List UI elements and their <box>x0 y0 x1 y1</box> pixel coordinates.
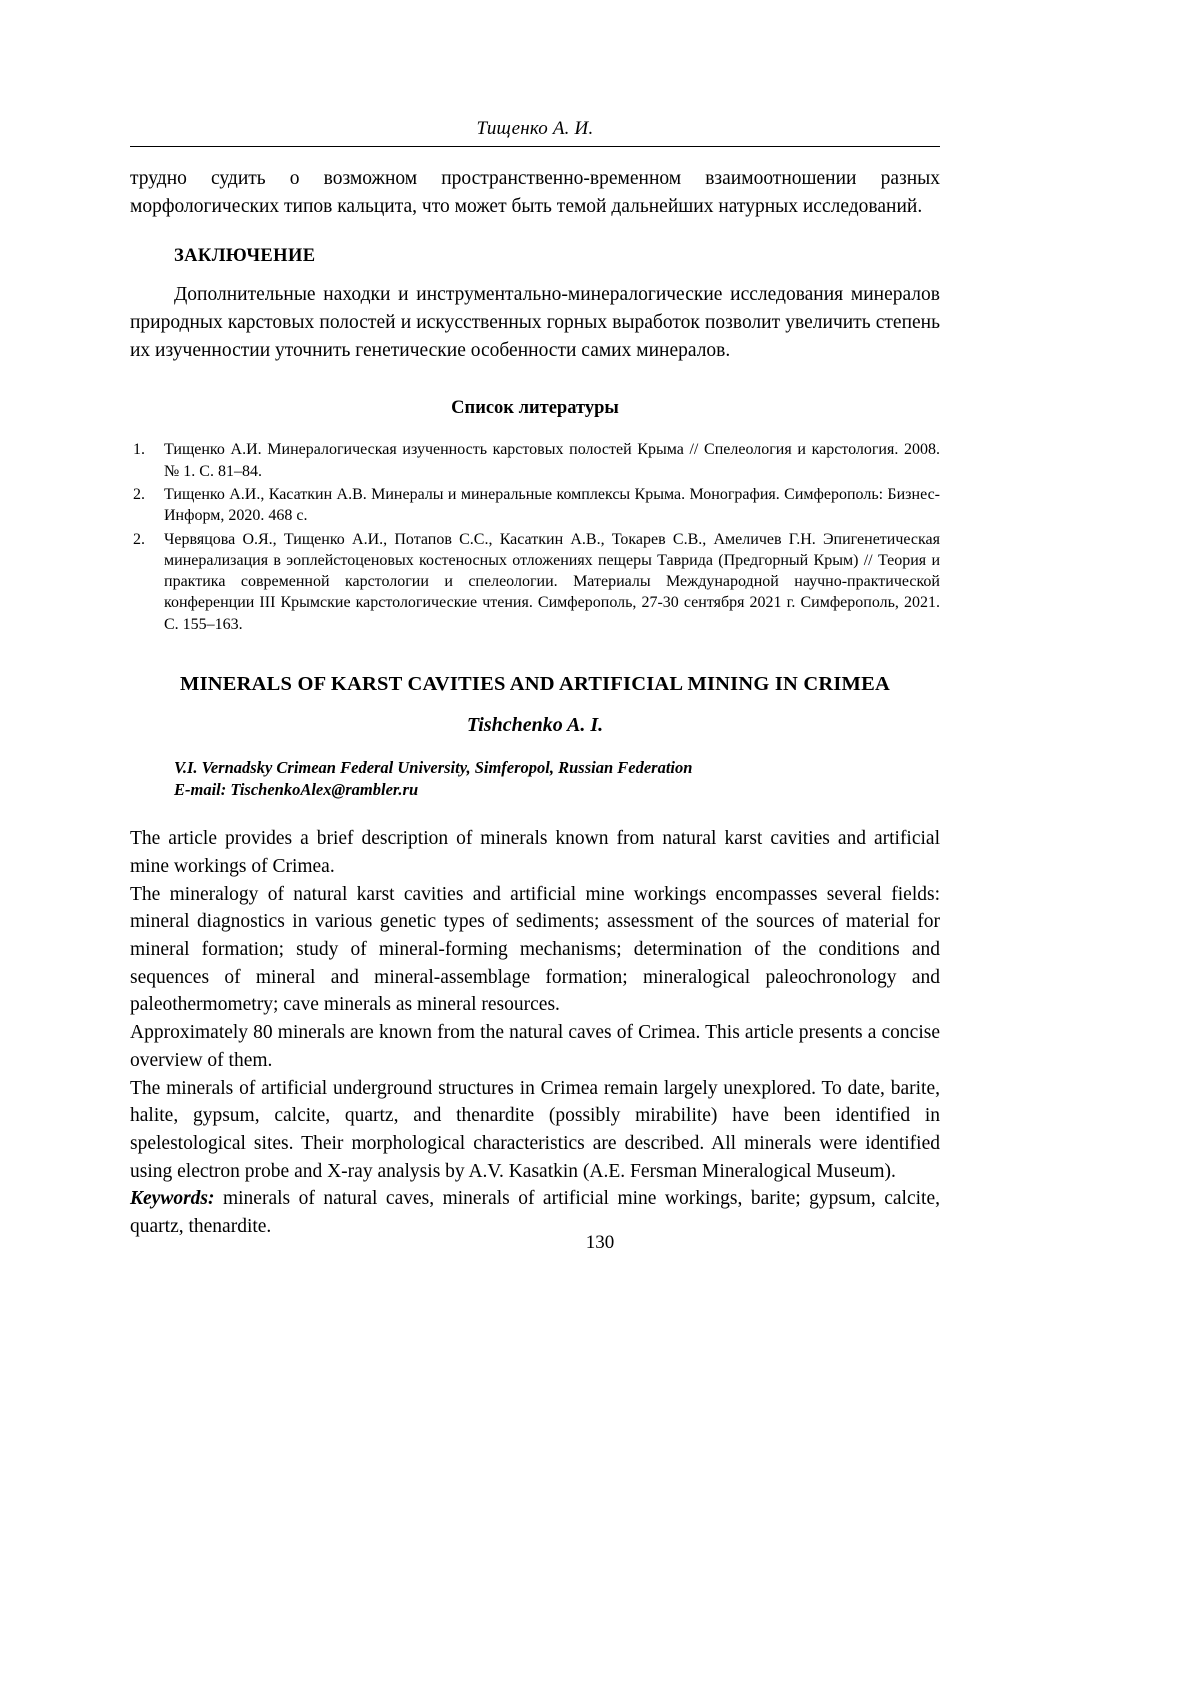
references-title: Список литературы <box>451 398 619 419</box>
abstract-paragraph-1: The article provides a brief description of minerals known from natural karst cavities and artificial mine workings of Crimea. <box>130 828 940 878</box>
english-title: MINERALS OF KARST CAVITIES AND ARTIFICIAL MINING IN CRIMEA <box>180 672 890 695</box>
reference-text: Тищенко А.И., Касаткин А.В. Минералы и минеральные комплексы Крыма. Монография. Симферополь: Бизнес-Информ, 2020. 468 с. <box>164 485 940 525</box>
reference-number: 2. <box>133 530 145 548</box>
reference-text: Червяцова О.Я., Тищенко А.И., Потапов С.С., Касаткин А.В., Токарев С.В., Амеличев Г.Н. Эпигенетическая минерализация в эоплейстоценовых костеносных отложениях пещеры Таврида (Предгорный Крым) // Теория и практика современной карстологии и спелеологии. Материалы Международной научно-практической конференции III Крымские карстологические чтения. Симферополь, 27-30 сентября 2021 г. Симферополь, 2021. С. 155–163. <box>164 530 940 633</box>
abstract-paragraph-2: The mineralogy of natural karst cavities and artificial mine workings encompasses several fields: mineral diagnostics in various genetic types of sediments; assessment of the sources of material for mineral formation; study of mineral-forming mechanisms; determination of the conditions and sequences of mineral and mineral-assemblage formation; mineralogical paleochronology and paleothermometry; cave minerals as mineral resources. <box>130 883 940 1016</box>
list-item <box>130 484 940 527</box>
running-head: Тищенко А. И. <box>476 118 594 139</box>
references-list <box>130 439 940 634</box>
keywords-label: Keywords: <box>130 1188 215 1210</box>
page-content <box>130 118 940 1241</box>
header-rule <box>130 146 940 147</box>
abstract-paragraph-3: Approximately 80 minerals are known from the natural caves of Crimea. This article presents a concise overview of them. <box>130 1022 940 1071</box>
english-author: Tishchenko A. I. <box>466 713 604 736</box>
page-number: 130 <box>585 1232 615 1253</box>
paragraph-continued: трудно судить о возможном пространственно-временном взаимоотношении разных морфологических типов кальцита, что может быть темой дальнейших натурных исследований. <box>130 168 940 217</box>
list-item <box>130 439 940 482</box>
abstract-paragraph-4: The minerals of artificial underground structures in Crimea remain largely unexplored. To date, barite, halite, gypsum, calcite, quartz, and thenardite (possibly mirabilite) have been identified in spelestological sites. Their morphological characteristics are described. All minerals were identified using electron probe and X-ray analysis by A.V. Kasatkin (A.E. Fersman Mineralogical Museum). <box>130 1077 940 1182</box>
reference-number: 1. <box>133 441 145 459</box>
reference-number: 2. <box>133 485 145 503</box>
keywords-text: minerals of natural caves, minerals of artificial mine workings, barite; gypsum, calcite, quartz, thenardite. <box>130 1188 940 1237</box>
reference-text: Тищенко А.И. Минералогическая изученность карстовых полостей Крыма // Спелеология и карстология. 2008. № 1. С. 81–84. <box>164 441 940 480</box>
affiliation-text: V.I. Vernadsky Crimean Federal University, Simferopol, Russian Federation <box>174 757 693 777</box>
affiliation-block <box>174 757 940 802</box>
email-text: E-mail: TischenkoAlex@rambler.ru <box>174 780 419 800</box>
list-item <box>130 529 940 635</box>
paragraph-conclusion: Дополнительные находки и инструментально-минералогические исследования минералов природных карстовых полостей и искусственных горных выработок позволит увеличить степень их изученностии уточнить генетические особенности самих минералов. <box>130 284 940 361</box>
heading-conclusion: ЗАКЛЮЧЕНИЕ <box>174 246 316 267</box>
